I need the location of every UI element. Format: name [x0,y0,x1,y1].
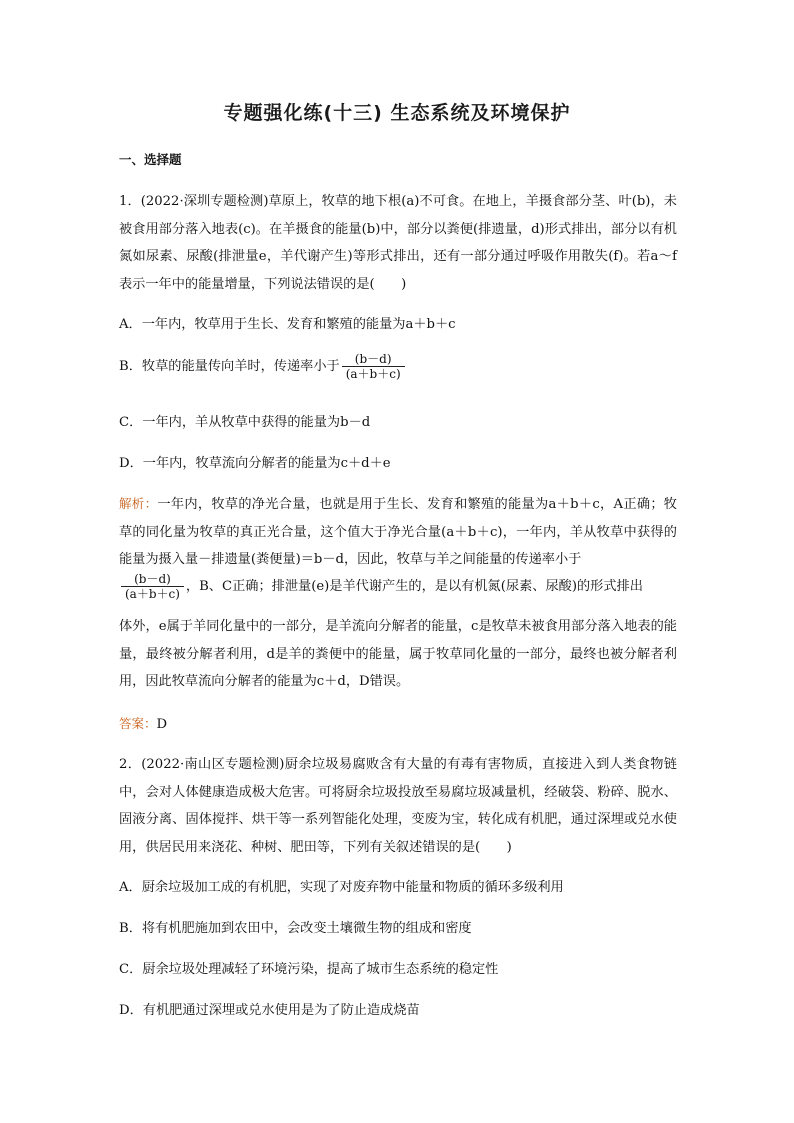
q1-option-b [119,352,407,381]
analysis-text-1: 一年内，牧草的净光合量，也就是用于生长、发育和繁殖的能量为a＋b＋c，A正确；牧草的同化量为牧草的真正光合量，这个值大于净光合量(a＋b＋c)，一年内，羊从牧草中获得的能量为摄入量－排遗量(粪便量)＝b－d，因此，牧草与羊之间能量的传递率小于 [119,497,677,567]
question-2-stem: 2．(2022·南山区专题检测)厨余垃圾易腐败含有大量的有毒有害物质，直接进入到人类食物链中，会对人体健康造成极大危害。可将厨余垃圾投放至易腐垃圾减量机，经破袋、粉碎、脱水、固液分离、固体搅拌、烘干等一系列智能化处理，变废为宝，转化成有机肥，通过深埋或兑水使用，供居民用来浇花、种树、肥田等，下列有关叙述错误的是( ) [119,757,677,855]
q2-option-b: B．将有机肥施加到农田中，会改变土壤微生物的组成和密度 [119,921,472,936]
q2-option-d: D．有机肥通过深埋或兑水使用是为了防止造成烧苗 [119,1003,420,1018]
q1-option-b-fraction [342,352,405,381]
fraction-denominator: (a＋b＋c) [345,367,401,381]
analysis-fraction [121,572,184,601]
q1-option-b-text: B．牧草的能量传向羊时，传递率小于 [119,359,340,374]
analysis-label: 解析： [119,496,158,511]
question-1-stem: 1．(2022·深圳专题检测)草原上，牧草的地下根(a)不可食。在地上，羊摄食部分茎、叶(b)，未被食用部分落入地表(c)。在羊摄食的能量(b)中，部分以粪便(排遗量，d)形式排出，部分以有机氮如尿素、尿酸(排泄量e，羊代谢产生)等形式排出，还有一部分通过呼吸作用散失(f)。若a～f表示一年中的能量增量，下列说法错误的是( ) [119,194,677,292]
q1-option-d: D．一年内，牧草流向分解者的能量为c＋d＋e [119,456,391,471]
answer-label: 答案： [119,716,157,731]
q2-option-a: A．厨余垃圾加工成的有机肥，实现了对废弃物中能量和物质的循环多级利用 [119,880,564,895]
q1-answer [119,714,167,732]
section-heading: 一、选择题 [119,152,182,167]
q2-option-c: C．厨余垃圾处理减轻了环境污染，提高了城市生态系统的稳定性 [119,962,499,977]
answer-value: D [156,717,168,732]
q1-analysis-continued: 体外，e属于羊同化量中的一部分，是羊流向分解者的能量，c是牧草未被食用部分落入地表的能量，最终被分解者利用，d是羊的粪便中的能量，属于牧草同化量的一部分，最终也被分解者利用，因此牧草流向分解者的能量为c＋d，D错误。 [119,619,677,689]
fraction-numerator: (b－d) [121,572,184,587]
analysis-text-2a: ，B、C正确；排泄量(e)是羊代谢产生的，是以有机氮(尿素、尿酸)的形式排出 [185,579,643,594]
fraction-numerator: (b－d) [342,352,405,367]
fraction-denominator: (a＋b＋c) [125,587,180,601]
q1-analysis [119,490,677,574]
q1-analysis-fraction-line [119,572,643,601]
page-title: 专题强化练(十三) 生态系统及环境保护 [223,102,571,124]
q1-option-a: A．一年内，牧草用于生长、发育和繁殖的能量为a＋b＋c [119,317,456,332]
q1-option-c: C．一年内，羊从牧草中获得的能量为b－d [119,415,371,430]
